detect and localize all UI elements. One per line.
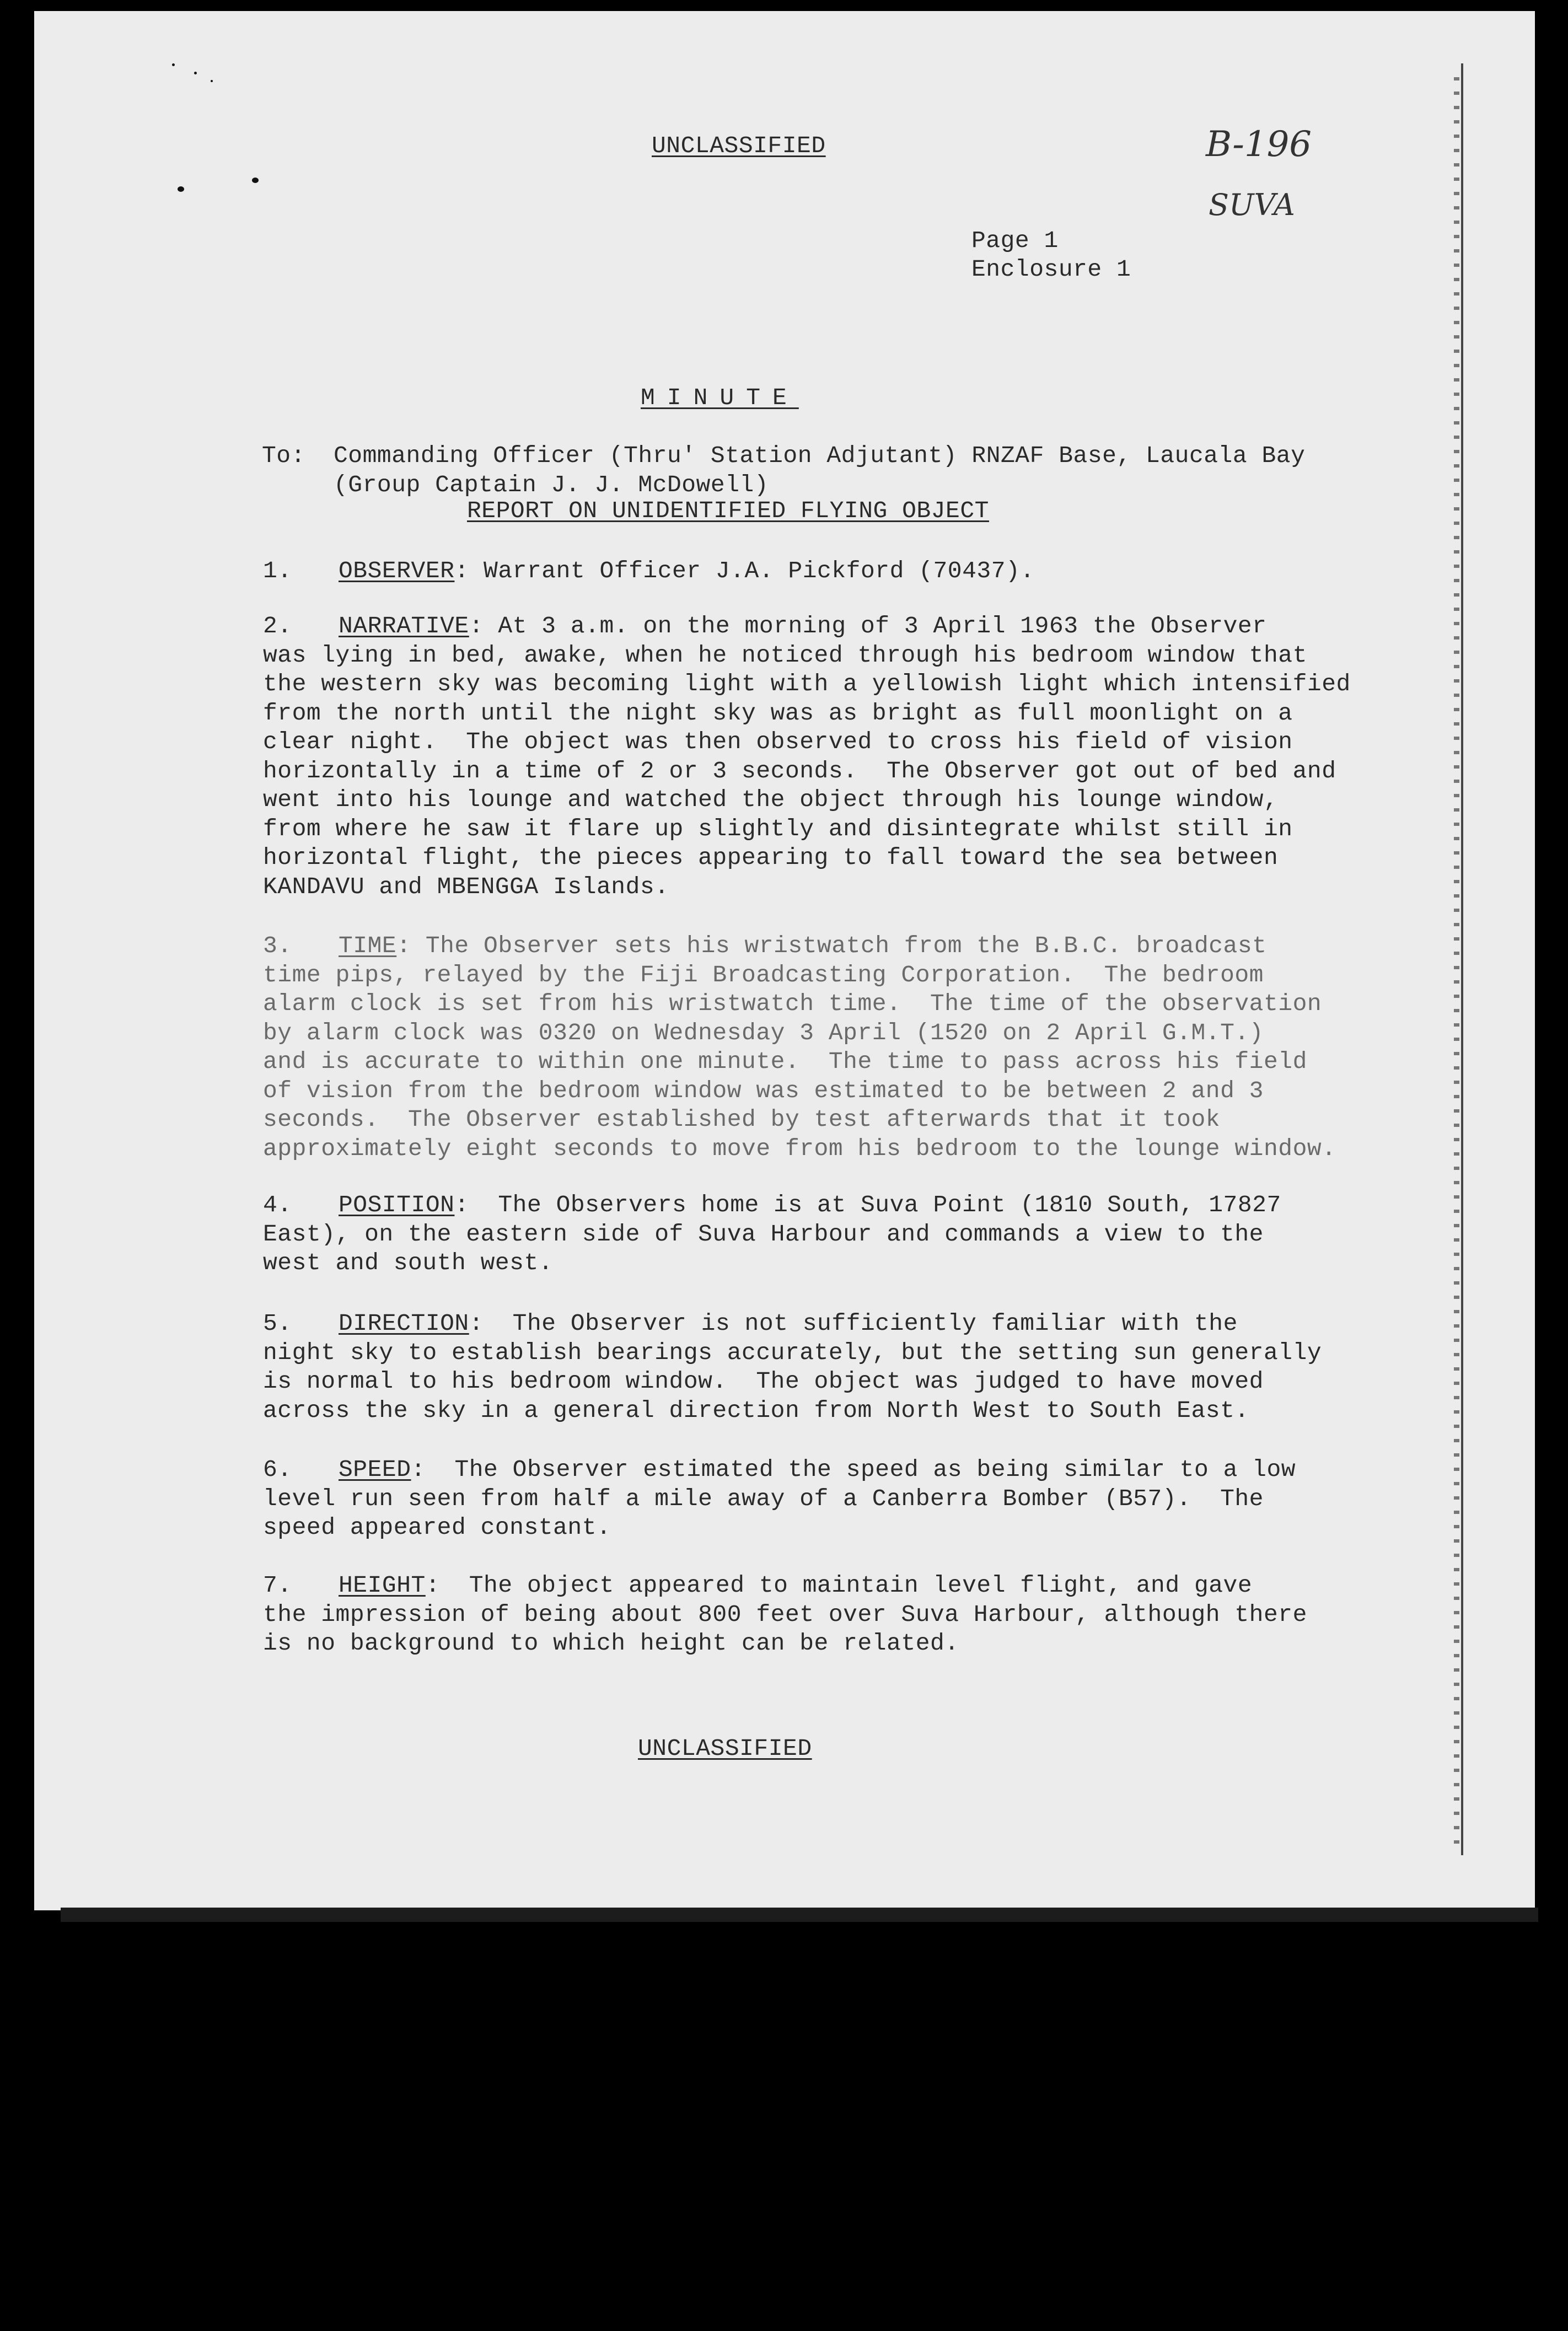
right-margin-perforation: [1454, 77, 1459, 1847]
section-first-line: [263, 612, 1351, 641]
section-text-line: across the sky in a general direction from North West to South East.: [263, 1397, 1249, 1424]
section-number: 6.: [263, 1456, 292, 1483]
section-text: : The Observer is not sufficiently familiar with the: [469, 1310, 1238, 1337]
section-text-line: time pips, relayed by the Fiji Broadcasting Corporation. The bedroom: [263, 961, 1264, 989]
section-first-line: [263, 557, 1035, 586]
section-text-line: from where he saw it flare up slightly and disintegrate whilst still in: [263, 815, 1293, 842]
classification-top: UNCLASSIFIED: [652, 132, 826, 159]
section-text-line: East), on the eastern side of Suva Harbour and commands a view to the: [263, 1220, 1264, 1248]
section-number: 3.: [263, 932, 292, 959]
section-first-line: [263, 1309, 1322, 1339]
right-margin-line: [1461, 63, 1463, 1855]
section-text-line: speed appeared constant.: [263, 1514, 611, 1541]
section-number: 4.: [263, 1191, 292, 1218]
section-heading: DIRECTION: [339, 1310, 469, 1337]
handwritten-reference: B-196: [1206, 124, 1312, 165]
section-text-line: the impression of being about 800 feet over Suva Harbour, although there: [263, 1600, 1307, 1628]
section-first-line: [263, 1455, 1296, 1485]
section-heading: TIME: [339, 932, 397, 959]
section-speed: [263, 1455, 1296, 1543]
section-text-line: seconds. The Observer established by test afterwards that it took: [263, 1106, 1221, 1133]
to-label: To:: [262, 442, 305, 469]
section-text: : The Observers home is at Suva Point (1810 South, 17827: [454, 1191, 1281, 1218]
section-text-line: and is accurate to within one minute. The time to pass across his field: [263, 1048, 1307, 1075]
section-first-line: [263, 932, 1336, 961]
section-heading: SPEED: [339, 1456, 411, 1483]
section-text-line: night sky to establish bearings accurately, but the setting sun generally: [263, 1339, 1322, 1366]
speck-mark: [178, 186, 184, 192]
section-heading: OBSERVER: [339, 557, 455, 584]
section-first-line: [263, 1571, 1307, 1600]
classification-bottom: UNCLASSIFIED: [638, 1735, 812, 1762]
section-text-line: the western sky was becoming light with a yellowish light which intensified: [263, 670, 1351, 697]
addressee-line: (Group Captain J. J. McDowell): [334, 471, 769, 498]
section-time: [263, 932, 1336, 1163]
section-text-line: level run seen from half a mile away of a Canberra Bomber (B57). The: [263, 1485, 1264, 1512]
section-number: 7.: [263, 1572, 292, 1599]
section-text-line: by alarm clock was 0320 on Wednesday 3 April (1520 on 2 April G.M.T.): [263, 1019, 1264, 1046]
document-page: [34, 11, 1535, 1910]
section-text-line: approximately eight seconds to move from his bedroom to the lounge window.: [263, 1135, 1336, 1162]
section-text-line: alarm clock is set from his wristwatch time. The time of the observation: [263, 990, 1322, 1017]
section-text-line: was lying in bed, awake, when he noticed through his bedroom window that: [263, 641, 1307, 669]
section-first-line: [263, 1191, 1281, 1220]
addressee-line: Commanding Officer (Thru' Station Adjutant) RNZAF Base, Laucala Bay: [334, 442, 1306, 469]
page-number: Page 1: [971, 227, 1059, 254]
page-bottom-shadow: [61, 1908, 1538, 1922]
section-text-line: horizontally in a time of 2 or 3 seconds. The Observer got out of bed and: [263, 757, 1336, 785]
section-text-line: of vision from the bedroom window was estimated to be between 2 and 3: [263, 1077, 1264, 1104]
section-text: : The object appeared to maintain level flight, and gave: [425, 1572, 1253, 1599]
section-text-line: from the north until the night sky was as bright as full moonlight on a: [263, 699, 1293, 727]
report-subject: REPORT ON UNIDENTIFIED FLYING OBJECT: [467, 497, 989, 524]
section-height: [263, 1571, 1307, 1658]
section-direction: [263, 1309, 1322, 1425]
section-text: : The Observer sets his wristwatch from the B.B.C. broadcast: [396, 932, 1267, 959]
section-text-line: KANDAVU and MBENGGA Islands.: [263, 873, 669, 900]
speck-mark: [211, 80, 213, 82]
section-text-line: is no background to which height can be related.: [263, 1630, 959, 1657]
section-observer: [263, 557, 1035, 586]
handwritten-place: SUVA: [1209, 187, 1295, 222]
document-title: MINUTE: [641, 384, 799, 411]
section-number: 2.: [263, 613, 292, 640]
speck-mark: [194, 72, 197, 74]
section-text-line: went into his lounge and watched the object through his lounge window,: [263, 786, 1279, 813]
speck-mark: [172, 63, 175, 66]
section-text-line: horizontal flight, the pieces appearing to fall toward the sea between: [263, 844, 1279, 871]
section-heading: HEIGHT: [339, 1572, 426, 1599]
speck-mark: [252, 178, 259, 183]
section-heading: NARRATIVE: [339, 613, 469, 640]
section-heading: POSITION: [339, 1191, 455, 1218]
section-text-line: clear night. The object was then observed to cross his field of vision: [263, 728, 1293, 755]
section-text-line: west and south west.: [263, 1249, 554, 1276]
enclosure-number: Enclosure 1: [971, 256, 1131, 283]
section-text: : The Observer estimated the speed as being similar to a low: [411, 1456, 1296, 1483]
section-narrative: [263, 612, 1351, 901]
section-position: [263, 1191, 1281, 1278]
section-text: : Warrant Officer J.A. Pickford (70437).: [454, 557, 1035, 584]
section-text: : At 3 a.m. on the morning of 3 April 1963 the Observer: [469, 613, 1267, 640]
section-text-line: is normal to his bedroom window. The object was judged to have moved: [263, 1368, 1264, 1395]
section-number: 5.: [263, 1310, 292, 1337]
section-number: 1.: [263, 557, 292, 584]
